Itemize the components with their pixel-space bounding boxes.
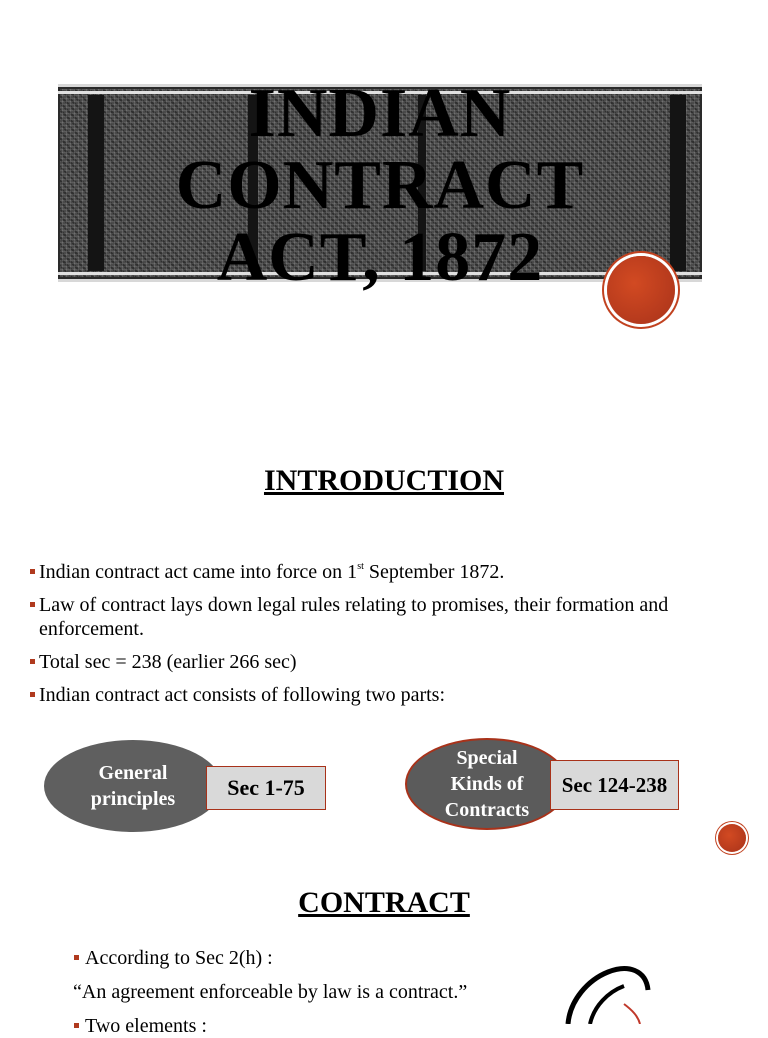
bullet-item: Two elements :	[85, 1015, 207, 1037]
decorative-circle	[607, 256, 675, 324]
bullet-text: Indian contract act consists of following two parts:	[39, 684, 446, 706]
oval-label-line: principles	[90, 788, 176, 810]
bullet-item	[30, 593, 750, 641]
title-line: INDIAN	[248, 75, 512, 152]
sec-range-box: Sec 124-238	[550, 760, 679, 810]
bullet-text: Total sec = 238 (earlier 266 sec)	[39, 651, 297, 673]
oval-label-line: Special	[456, 747, 518, 769]
bullet-item: According to Sec 2(h) :	[85, 947, 273, 969]
special-contracts-oval	[405, 738, 569, 830]
main-title	[58, 75, 702, 296]
oval-label-line: General	[98, 762, 168, 784]
introduction-bullets	[30, 560, 750, 716]
contract-heading: CONTRACT	[298, 886, 470, 919]
title-line: ACT, 1872	[216, 219, 544, 296]
general-principles-oval	[44, 740, 222, 832]
ordinal-suffix: st	[357, 561, 364, 572]
contract-slide	[0, 860, 768, 1037]
introduction-slide	[0, 420, 768, 860]
title-slide	[0, 0, 768, 420]
bullet-text: Law of contract lays down legal rules relating to promises, their formation and enforcement.	[39, 594, 669, 640]
bullet-text: September 1872.	[363, 561, 505, 583]
bullet-item	[30, 683, 750, 707]
sec-range-box: Sec 1-75	[206, 766, 326, 810]
title-line: CONTRACT	[175, 147, 585, 224]
bullet-text: Indian contract act came into force on 1	[39, 561, 358, 583]
decorative-circle	[718, 824, 746, 852]
oval-label-line: Kinds of	[450, 773, 524, 795]
bullet-item	[30, 650, 750, 674]
introduction-heading: INTRODUCTION	[263, 464, 505, 497]
bullet-item	[30, 560, 750, 584]
oval-label-line: Contracts	[444, 799, 530, 821]
definition-quote: “An agreement enforceable by law is a contract.”	[73, 981, 468, 1003]
handshake-sketch-image	[528, 960, 748, 1024]
